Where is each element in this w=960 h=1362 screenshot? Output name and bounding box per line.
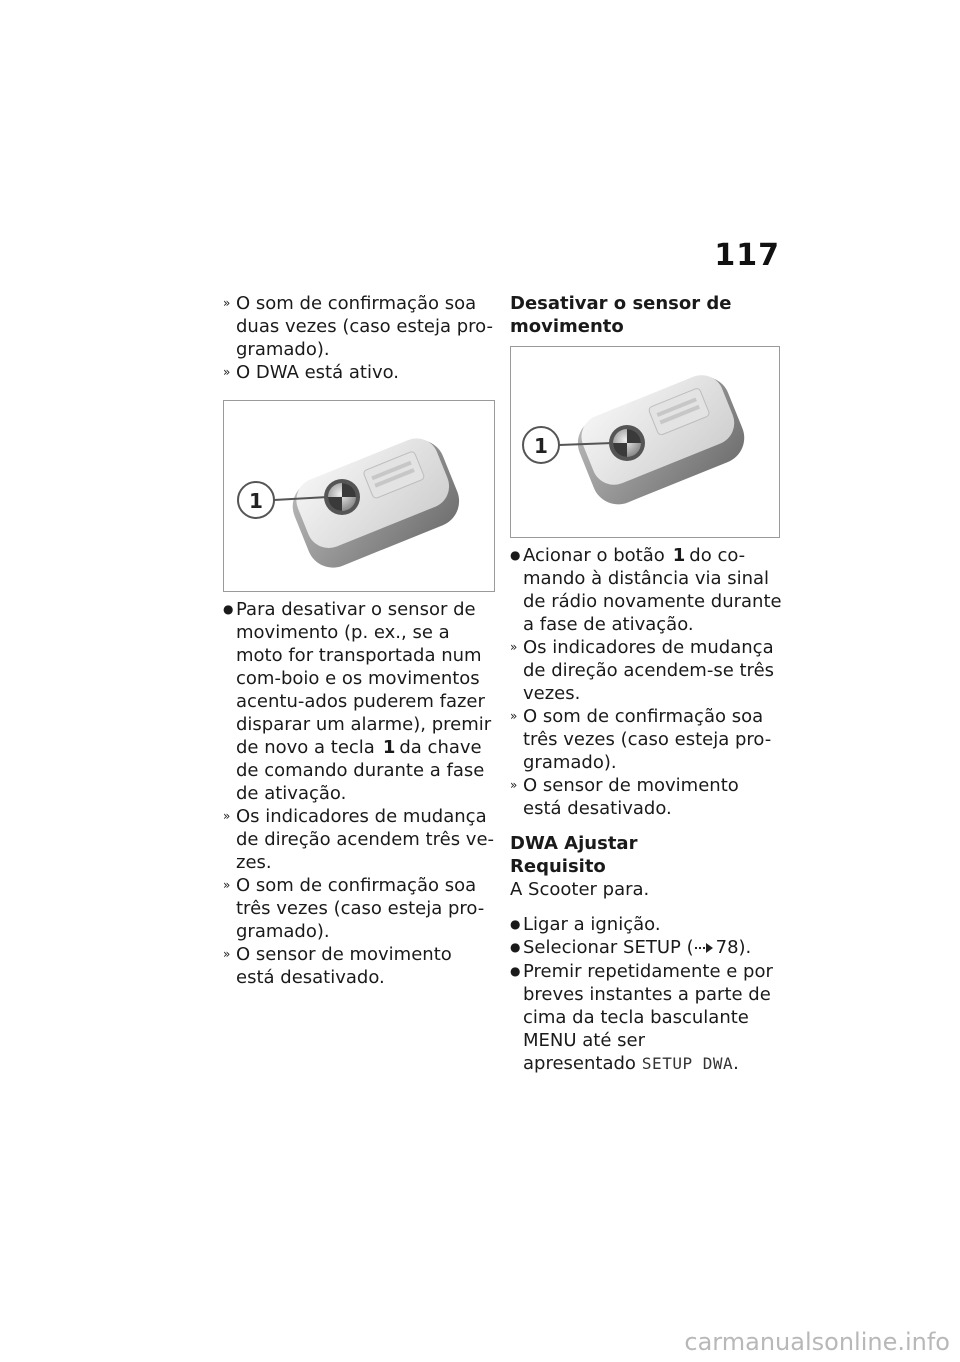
result-marker: » (510, 640, 518, 654)
left-column (223, 292, 495, 989)
callout-reference: 1 (382, 737, 396, 758)
result-item (223, 361, 495, 384)
key-fob-figure (223, 400, 495, 592)
bullet-marker: ● (510, 963, 521, 978)
callout-reference: 1 (672, 545, 686, 566)
result-marker: » (510, 709, 518, 723)
result-text: O som de confirmação soa três vezes (caso esteja pro-gramado). (236, 875, 485, 942)
section-heading: Desativar o sensor de movimento (510, 293, 732, 337)
dwa-heading: DWA Ajustar (510, 833, 638, 854)
instruction-text: Para desativar o sensor de movimento (p. ex., se a moto for transportada num com-boio e os movimentos acentu-ados puderem fazer disparar um alarme), premir de novo a tecla (236, 599, 492, 758)
key-fob-illustration (511, 347, 779, 537)
page-number: 117 (714, 238, 780, 273)
instruction-item (223, 598, 495, 805)
watermark: carmanualsonline.info (684, 1328, 950, 1356)
right-column (510, 292, 782, 1075)
key-fob-figure (510, 346, 780, 538)
result-text: Os indicadores de mudança de direção acendem-se três vezes. (523, 637, 775, 704)
step-text-end: . (733, 1052, 739, 1074)
instruction-text-continued: do co-mando à distância via sinal de rádio novamente durante a fase de ativação. (523, 545, 782, 635)
result-text: O som de confirmação soa duas vezes (caso esteja pro-gramado). (236, 293, 493, 360)
display-text: SETUP DWA (641, 1053, 734, 1073)
bullet-marker: ● (223, 602, 234, 616)
requisite-heading: Requisito (510, 856, 606, 877)
bullet-marker: ● (510, 940, 521, 954)
result-item (510, 636, 782, 705)
result-marker: » (223, 809, 231, 823)
step-item (510, 913, 782, 936)
result-item (223, 292, 495, 361)
result-item (223, 874, 495, 943)
bullet-marker: ● (510, 917, 521, 931)
step-text: Selecionar SETUP ( (523, 937, 694, 958)
step-item (510, 960, 782, 1075)
result-text: O sensor de movimento está desativado. (523, 775, 739, 819)
page-reference-arrow-icon (694, 937, 716, 960)
result-text: O sensor de movimento está desativado. (236, 944, 452, 988)
result-item (510, 705, 782, 774)
result-text: Os indicadores de mudança de direção acendem três ve-zes. (236, 806, 495, 873)
result-marker: » (223, 365, 231, 379)
result-text: O DWA está ativo. (236, 362, 400, 383)
result-marker: » (510, 778, 518, 792)
step-item (510, 936, 782, 960)
page-reference: 78 (715, 937, 739, 958)
result-item (223, 943, 495, 989)
callout-label: 1 (534, 434, 548, 458)
result-marker: » (223, 947, 231, 961)
step-text-end: ). (738, 937, 752, 958)
result-text: O som de confirmação soa três vezes (caso esteja pro-gramado). (523, 706, 772, 773)
result-item (510, 774, 782, 820)
result-item (223, 805, 495, 874)
key-fob-illustration (224, 401, 494, 591)
instruction-item (510, 544, 782, 636)
step-text: Ligar a ignição. (523, 914, 661, 935)
instruction-text-continued: da chave de comando durante a fase de ativação. (236, 737, 485, 804)
bullet-marker: ● (510, 548, 521, 562)
requisite-text: A Scooter para. (510, 879, 650, 900)
result-marker: » (223, 296, 231, 310)
result-marker: » (223, 878, 231, 892)
instruction-text: Acionar o botão (523, 545, 665, 566)
callout-label: 1 (249, 489, 263, 513)
step-text: Premir repetidamente e por breves instantes a parte de cima da tecla basculante MENU até ser apresentado (523, 960, 773, 1074)
